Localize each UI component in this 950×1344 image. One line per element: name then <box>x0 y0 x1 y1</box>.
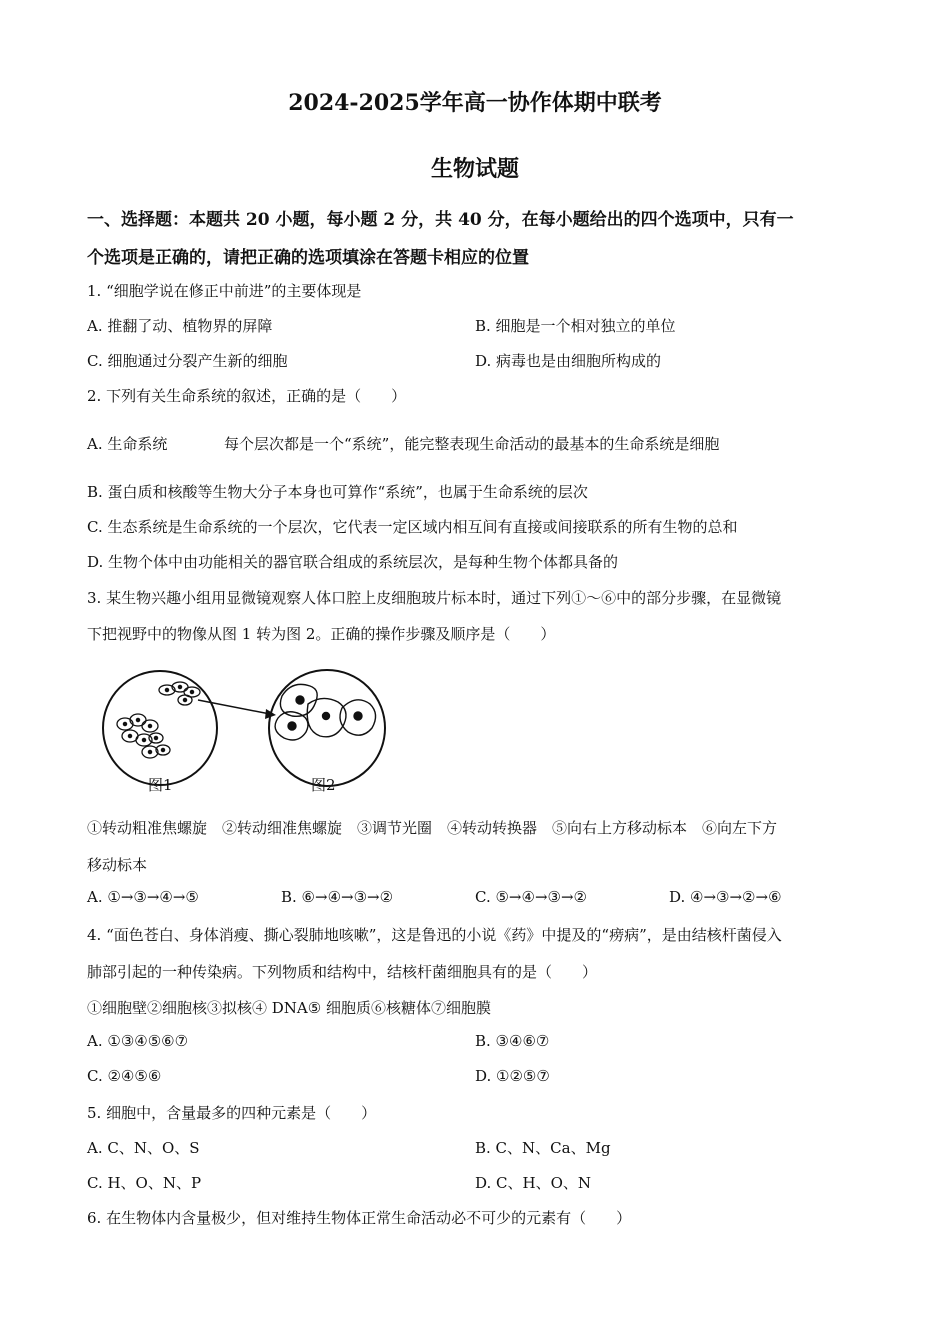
q2-option-c: C. 生态系统是生命系统的一个层次，它代表一定区域内相互间有直接或间接联系的所有生物的总和 <box>87 518 738 536</box>
q1-option-a: A. 推翻了动、植物界的屏障 <box>87 317 273 335</box>
section-heading-line1: 一、选择题：本题共 20 小题，每小题 2 分，共 40 分，在每小题给出的四个选项中，只有一 <box>87 210 794 230</box>
q5-stem: 5. 细胞中，含量最多的四种元素是（ ） <box>87 1104 377 1122</box>
q1-option-d: D. 病毒也是由细胞所构成的 <box>475 352 662 370</box>
q2-option-d: D. 生物个体中由功能相关的器官联合组成的系统层次，是每种生物个体都具备的 <box>87 553 619 571</box>
q4-stem-line2: 肺部引起的一种传染病。下列物质和结构中，结核杆菌细胞具有的是（ ） <box>87 963 598 981</box>
section-heading-line2: 个选项是正确的，请把正确的选项填涂在答题卡相应的位置 <box>87 248 529 268</box>
exam-title: 2024-2025学年高一协作体期中联考 <box>288 90 662 116</box>
q3-option-a: A. ①→③→④→⑤ <box>87 888 199 906</box>
microscope-field-drawing <box>100 660 390 800</box>
q3-option-c: C. ⑤→④→③→② <box>475 888 587 906</box>
q4-option-c: C. ②④⑤⑥ <box>87 1067 162 1085</box>
q6-stem: 6. 在生物体内含量极少，但对维持生物体正常生命活动必不可少的元素有（ ） <box>87 1209 632 1227</box>
q4-stem-line1: 4. “面色苍白、身体消瘦、撕心裂肺地咳嗽”，这是鲁迅的小说《药》中提及的“痨病”，是由结核杆菌侵入 <box>87 926 782 944</box>
q5-option-d: D. C、H、O、N <box>475 1174 592 1192</box>
q3-stem-line1: 3. 某生物兴趣小组用显微镜观察人体口腔上皮细胞玻片标本时，通过下列①～⑥中的部分步骤，在显微镜 <box>87 589 782 607</box>
q1-stem: 1. “细胞学说在修正中前进”的主要体现是 <box>87 282 362 300</box>
microscope-figure <box>100 660 390 800</box>
cells-figure1 <box>117 682 200 758</box>
figure2-label: 图2 <box>311 776 336 794</box>
exam-subtitle: 生物试题 <box>430 156 519 182</box>
cells-figure2 <box>275 684 375 740</box>
q4-option-a: A. ①③④⑤⑥⑦ <box>87 1032 189 1050</box>
field-of-view-2 <box>269 670 385 786</box>
q5-option-a: A. C、N、O、S <box>87 1139 200 1157</box>
q3-steps-line1: ①转动粗准焦螺旋 ②转动细准焦螺旋 ③调节光圈 ④转动转换器 ⑤向右上方移动标本 ⑥向左下方 <box>87 819 778 837</box>
q5-option-b: B. C、N、Ca、Mg <box>475 1139 611 1157</box>
q3-steps-line2: 移动标本 <box>87 856 148 874</box>
q1-option-c: C. 细胞通过分裂产生新的细胞 <box>87 352 288 370</box>
q2-option-b: B. 蛋白质和核酸等生物大分子本身也可算作“系统”，也属于生命系统的层次 <box>87 483 588 501</box>
q2-option-a-part2: 每个层次都是一个“系统”，能完整表现生命活动的最基本的生命系统是细胞 <box>224 435 720 453</box>
q3-option-d: D. ④→③→②→⑥ <box>669 888 782 906</box>
q5-option-c: C. H、O、N、P <box>87 1174 202 1192</box>
q4-option-b: B. ③④⑥⑦ <box>475 1032 550 1050</box>
q2-option-a-part1: A. 生命系统 <box>87 435 168 453</box>
q3-stem-line2: 下把视野中的物像从图 1 转为图 2。正确的操作步骤及顺序是（ ） <box>87 625 556 643</box>
q4-option-d: D. ①②⑤⑦ <box>475 1067 550 1085</box>
figure1-label: 图1 <box>148 776 173 794</box>
q2-stem: 2. 下列有关生命系统的叙述，正确的是（ ） <box>87 387 407 405</box>
q3-option-b: B. ⑥→④→③→② <box>281 888 394 906</box>
q4-items: ①细胞壁②细胞核③拟核④ DNA⑤ 细胞质⑥核糖体⑦细胞膜 <box>87 999 491 1017</box>
q1-option-b: B. 细胞是一个相对独立的单位 <box>475 317 676 335</box>
transition-arrow <box>198 700 270 714</box>
